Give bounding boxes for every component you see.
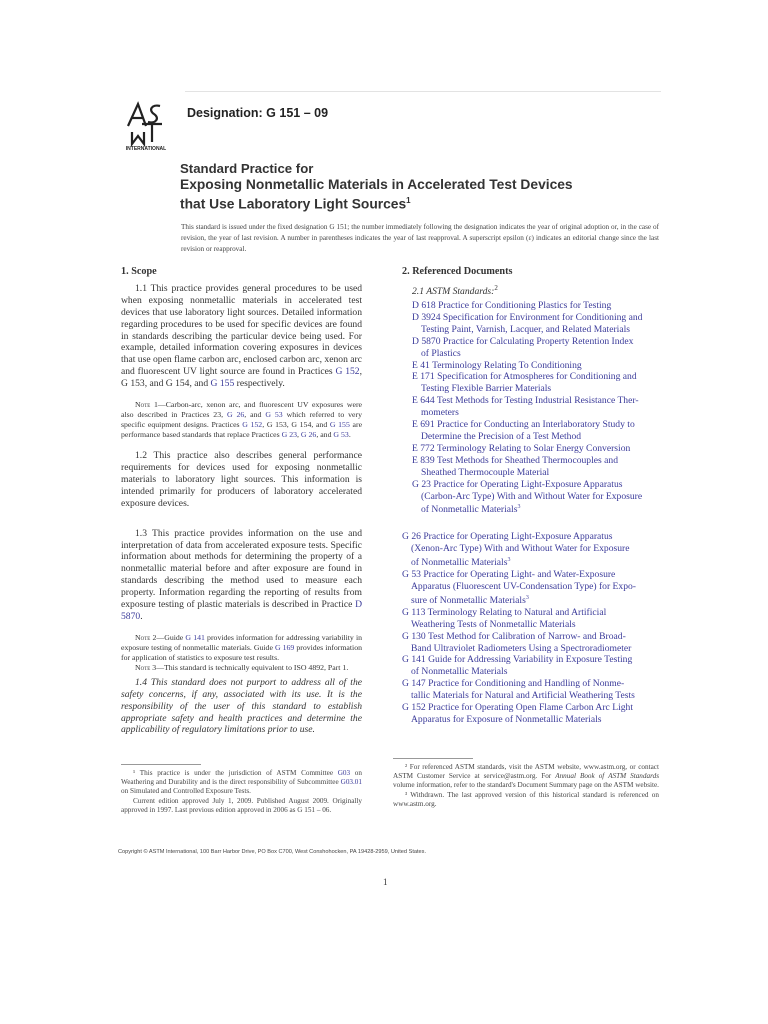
page-number: 1 <box>383 877 388 887</box>
footnote-1-edition: Current edition approved July 1, 2009. Published August 2009. Originally approved in 1997. Last previous edition approved in 2006 as G 151 – 06. <box>121 796 362 814</box>
reference-item <box>402 607 658 631</box>
reference-code[interactable]: G 152 <box>402 702 426 714</box>
right-column-lower <box>402 531 658 726</box>
scope-heading: 1. Scope <box>121 266 157 277</box>
reference-code[interactable]: E 839 <box>412 454 435 466</box>
footnote-2-text: ² For referenced ASTM standards, visit the ASTM website, www.astm.org, or contact ASTM Customer Service at service@astm.org. For <box>393 763 659 781</box>
reference-line <box>412 395 658 407</box>
reference-line <box>412 407 658 419</box>
scope-1-3 <box>121 528 362 623</box>
reference-title[interactable]: Practice for Conditioning and Handling of Nonme- <box>428 678 625 690</box>
reference-title[interactable]: Weathering Tests of Nonmetallic Materials <box>411 618 576 630</box>
footnote-1-text-2: on Weathering and Durability and is the direct responsibility of Subcommittee <box>121 769 362 787</box>
reference-line <box>402 654 658 666</box>
left-column <box>121 266 362 736</box>
footnote-1-text: ¹ This practice is under the jurisdiction of ASTM Committee <box>133 769 338 777</box>
reference-title[interactable]: Test Method for Calibration of Narrow- and Broad- <box>427 630 626 642</box>
footnote-rule-right <box>393 758 473 759</box>
note-1-text-2: , and <box>244 410 266 420</box>
note-1 <box>121 400 362 440</box>
reference-title[interactable]: Terminology Relating To Conditioning <box>432 359 582 371</box>
reference-title[interactable]: of Nonmetallic Materials <box>421 504 518 516</box>
footnote-rule <box>121 764 201 765</box>
reference-line <box>402 631 658 643</box>
reference-line <box>402 666 658 678</box>
reference-title[interactable]: Test Methods for Sheathed Thermocouples and <box>436 454 619 466</box>
reference-title[interactable]: Specification for Environment for Conditioning and <box>442 311 643 323</box>
reference-code[interactable]: E 772 <box>412 442 435 454</box>
reference-footnote-mark: 3 <box>517 504 521 511</box>
link-g141-note[interactable]: G 141 <box>185 632 205 642</box>
reference-item <box>412 443 658 455</box>
link-subcommittee-g03-01[interactable]: G03.01 <box>340 778 362 787</box>
refs-subheading <box>402 283 658 298</box>
reference-line <box>412 383 658 395</box>
copyright-line: Copyright © ASTM International, 100 Barr Harbor Drive, PO Box C700, West Conshohocken, PA 19428-2959, United States. <box>118 849 426 855</box>
document-title <box>180 161 650 213</box>
logo-caption: INTERNATIONAL <box>125 146 167 152</box>
reference-line <box>402 678 658 690</box>
astm-logo <box>122 96 170 152</box>
reference-line <box>402 555 658 569</box>
reference-item <box>412 336 658 360</box>
reference-line <box>412 336 658 348</box>
reference-line <box>412 491 658 503</box>
reference-title[interactable]: Practice for Calculating Property Retention Index <box>442 335 634 347</box>
reference-code[interactable]: E 644 <box>412 395 435 407</box>
scope-1-4-text: 1.4 This standard does not purport to address all of the safety concerns, if any, associated with its use. It is the responsibility of the user of this standard to establish appropriate safety and health practices and determine the applicability of regulatory limitations prior to use. <box>121 676 362 736</box>
reference-title[interactable]: Practice for Conducting an Interlaboratory Study to <box>437 419 635 431</box>
reference-title[interactable]: (Carbon-Arc Type) With and Without Water for Exposure <box>421 490 643 502</box>
refs-subheading-text: 2.1 ASTM Standards: <box>412 286 495 298</box>
note-2 <box>121 633 362 663</box>
reference-title[interactable]: (Xenon-Arc Type) With and Without Water for Exposure <box>411 542 630 554</box>
scope-1-1-text-2: , G 153, and G 154, and <box>121 366 362 390</box>
scope-1-3-end: . <box>140 610 143 622</box>
scope-1-1-text-3: respectively. <box>234 378 285 390</box>
reference-code[interactable]: E 171 <box>412 371 435 383</box>
reference-title[interactable]: Practice for Operating Light- and Water-Exposure <box>423 568 616 580</box>
link-g23-note[interactable]: G 23 <box>281 430 298 440</box>
reference-title[interactable]: tallic Materials for Natural and Artificial Weathering Tests <box>411 690 635 702</box>
link-g26[interactable]: G 26 <box>226 410 245 420</box>
reference-title[interactable]: sure of Nonmetallic Materials <box>411 594 526 606</box>
link-d5870[interactable]: D 5870 <box>121 599 362 622</box>
reference-title[interactable]: Terminology Relating to Natural and Artificial <box>427 606 607 618</box>
reference-code[interactable]: G 26 <box>402 531 421 542</box>
title-line-3 <box>180 193 650 213</box>
note-3-label: Note 3 <box>135 662 157 672</box>
scope-1-1 <box>121 283 362 390</box>
note-1-text-3: which referred to very specific equipment designs. Practices <box>121 410 362 430</box>
left-footnotes <box>121 764 362 815</box>
reference-list <box>402 300 658 517</box>
reference-item <box>402 531 658 569</box>
reference-title[interactable]: of Plastics <box>421 347 461 359</box>
reference-line <box>412 455 658 467</box>
reference-item <box>412 419 658 443</box>
reference-code[interactable]: G 113 <box>402 606 426 618</box>
refs-sub-mark: 2 <box>494 283 498 292</box>
reference-line <box>412 431 658 443</box>
title-line-3-text: that Use Laboratory Light Sources <box>180 196 407 212</box>
reference-footnote-mark: 3 <box>507 556 511 563</box>
reference-title[interactable]: Practice for Operating Light-Exposure Apparatus <box>423 531 613 542</box>
footnote-1-text-3: on Simulated and Controlled Exposure Tests. <box>121 787 251 796</box>
link-g26-note[interactable]: G 26 <box>300 430 317 440</box>
reference-line <box>402 619 658 631</box>
refs-heading: 2. Referenced Documents <box>402 266 513 277</box>
reference-line <box>402 593 658 607</box>
note-2-label: Note 2 <box>135 632 157 642</box>
reference-footnote-mark: 3 <box>525 594 529 601</box>
scope-1-2: 1.2 This practice also describes general performance requirements for devices used for exposing nonmetallic materials to laboratory light sources. This information is intended primarily for producers of laboratory accelerated exposure devices. <box>121 450 362 509</box>
reference-item <box>402 702 658 726</box>
reference-title[interactable]: Test Methods for Testing Industrial Resistance Ther- <box>436 395 639 407</box>
reference-code[interactable]: E 691 <box>412 419 435 431</box>
reference-code[interactable]: G 53 <box>402 568 421 580</box>
reference-line <box>412 371 658 383</box>
reference-item <box>402 678 658 702</box>
note-1-text-5: are performance based standards that replace Practices <box>121 420 363 440</box>
link-g53-note[interactable]: G 53 <box>333 430 349 440</box>
reference-title[interactable]: of Nonmetallic Materials <box>411 557 508 568</box>
note-2-text-2: provides information for addressing variability in exposure testing of nonmetallic materials. Guide <box>121 632 363 652</box>
reference-title[interactable]: Testing Paint, Varnish, Lacquer, and Related Materials <box>421 323 630 335</box>
note-1-text: —Carbon-arc, xenon arc, and fluorescent UV exposures were also described in Practices 23, <box>121 400 362 420</box>
reference-item <box>412 300 658 312</box>
reference-code[interactable]: D 618 <box>412 300 436 311</box>
reference-line <box>412 419 658 431</box>
reference-line <box>412 360 658 372</box>
reference-item <box>412 395 658 419</box>
reference-line <box>412 324 658 336</box>
reference-item <box>412 479 658 517</box>
title-line-2: Exposing Nonmetallic Materials in Accelerated Test Devices <box>180 177 573 192</box>
link-g53[interactable]: G 53 <box>265 410 283 420</box>
note-1-text-6: , <box>297 430 301 440</box>
reference-item <box>402 569 658 607</box>
footnote-2-italic: Annual Book of ASTM Standards <box>555 772 659 781</box>
reference-title[interactable]: Apparatus (Fluorescent UV-Condensation Type) for Expo- <box>411 580 637 592</box>
reference-item <box>412 371 658 395</box>
reference-line <box>402 702 658 714</box>
reference-title[interactable]: Testing Flexible Barrier Materials <box>421 383 552 395</box>
link-g169[interactable]: G 169 <box>274 642 295 652</box>
reference-line <box>412 348 658 360</box>
scope-1-4 <box>121 677 362 737</box>
reference-code[interactable]: G 147 <box>402 678 426 690</box>
header-rule <box>185 91 661 92</box>
reference-line <box>412 502 658 516</box>
note-1-text-8: . <box>348 430 351 440</box>
reference-title[interactable]: Determine the Precision of a Test Method <box>421 430 582 442</box>
link-g152[interactable]: G 152 <box>335 366 360 378</box>
right-column <box>402 266 658 517</box>
reference-title[interactable]: Practice for Operating Open Flame Carbon Arc Light <box>428 702 633 714</box>
reference-line <box>412 312 658 324</box>
note-2-text: —Guide <box>156 632 186 642</box>
reference-line <box>402 643 658 655</box>
reference-line <box>402 569 658 581</box>
note-3-text: —This standard is technically equivalent to ISO 4892, Part 1. <box>156 662 349 672</box>
reference-code[interactable]: G 23 <box>412 478 431 490</box>
reference-title[interactable]: Practice for Conditioning Plastics for Testing <box>438 300 612 311</box>
reference-title[interactable]: Apparatus for Exposure of Nonmetallic Materials <box>411 713 602 725</box>
footnote-2-text-2: volume information, refer to the standard's Document Summary page on the ASTM website. <box>393 781 659 790</box>
reference-line <box>402 543 658 555</box>
title-line-1: Standard Practice for <box>180 161 314 176</box>
reference-code[interactable]: E 41 <box>412 359 430 371</box>
reference-line <box>402 690 658 702</box>
scope-1-3-text: 1.3 This practice provides information on the use and interpretation of data from accelerated exposure tests. Specific information about methods for determining the property of a nonmetallic material before and after exposure are found in standards describing the method used to measure each property. Information regarding the reporting of results from exposure testing of plastic materials is described in Practice <box>121 527 362 611</box>
link-g152-note[interactable]: G 152 <box>242 420 263 430</box>
reference-title[interactable]: Practice for Operating Light-Exposure Apparatus <box>433 478 623 490</box>
note-3 <box>121 663 362 673</box>
reference-line <box>412 467 658 479</box>
footnote-1 <box>121 769 362 797</box>
reference-item <box>402 654 658 678</box>
reference-item <box>402 631 658 655</box>
reference-line <box>412 300 658 312</box>
link-g155-note[interactable]: G 155 <box>329 420 350 430</box>
reference-line <box>412 443 658 455</box>
reference-title[interactable]: Specification for Atmospheres for Conditioning and <box>437 371 637 383</box>
note-2-text-3: provides information for application of statistics to exposure test results. <box>121 642 363 662</box>
reference-code[interactable]: G 130 <box>402 630 426 642</box>
reference-title[interactable]: Band Ultraviolet Radiometers Using a Spectroradiometer <box>411 642 632 654</box>
reference-title[interactable]: Sheathed Thermocouple Material <box>421 466 550 478</box>
footnote-2 <box>393 763 659 791</box>
note-1-text-7: , and <box>316 430 334 440</box>
note-1-text-4: , G 153, G 154, and <box>262 420 330 430</box>
issuance-statement: This standard is issued under the fixed designation G 151; the number immediately following the designation indicates the year of original adoption or, in the case of revision, the year of last revision. A number in parentheses indicates the year of last reapproval. A superscript epsilon (ε) indicates an editorial change since the last revision or reapproval. <box>181 223 659 253</box>
reference-title[interactable]: Guide for Addressing Variability in Exposure Testing <box>428 654 633 666</box>
reference-code[interactable]: D 3924 <box>412 311 441 323</box>
reference-item <box>412 312 658 336</box>
reference-title[interactable]: mometers <box>421 407 459 419</box>
reference-line <box>402 607 658 619</box>
reference-title[interactable]: of Nonmetallic Materials <box>411 666 508 678</box>
reference-line <box>402 581 658 593</box>
reference-list-continued <box>402 531 658 726</box>
link-committee-g03[interactable]: G03 <box>337 769 351 777</box>
reference-item <box>412 455 658 479</box>
title-footnote-mark: 1 <box>406 196 411 205</box>
reference-line <box>412 479 658 491</box>
reference-item <box>412 360 658 372</box>
link-g155[interactable]: G 155 <box>210 378 235 390</box>
note-1-label: Note 1 <box>135 400 158 410</box>
reference-code[interactable]: D 5870 <box>412 335 441 347</box>
footnote-3: ³ Withdrawn. The last approved version of this historical standard is referenced on www.astm.org. <box>393 790 659 808</box>
reference-title[interactable]: Terminology Relating to Solar Energy Conversion <box>436 442 631 454</box>
reference-code[interactable]: G 141 <box>402 654 426 666</box>
reference-line <box>402 714 658 726</box>
designation: Designation: G 151 – 09 <box>187 106 329 120</box>
scope-1-1-text: 1.1 This practice provides general procedures to be used when exposing nonmetallic materials in accelerated test devices that use laboratory light sources. Detailed information regarding procedures to be used for specific devices are found in standards describing the particular device being used. For example, detailed information covering exposures in devices that use open flame carbon arc, enclosed carbon arc, xenon arc and fluorescent UV light source are found in Practices <box>121 282 362 378</box>
right-footnotes <box>393 758 659 809</box>
reference-line <box>402 531 658 543</box>
